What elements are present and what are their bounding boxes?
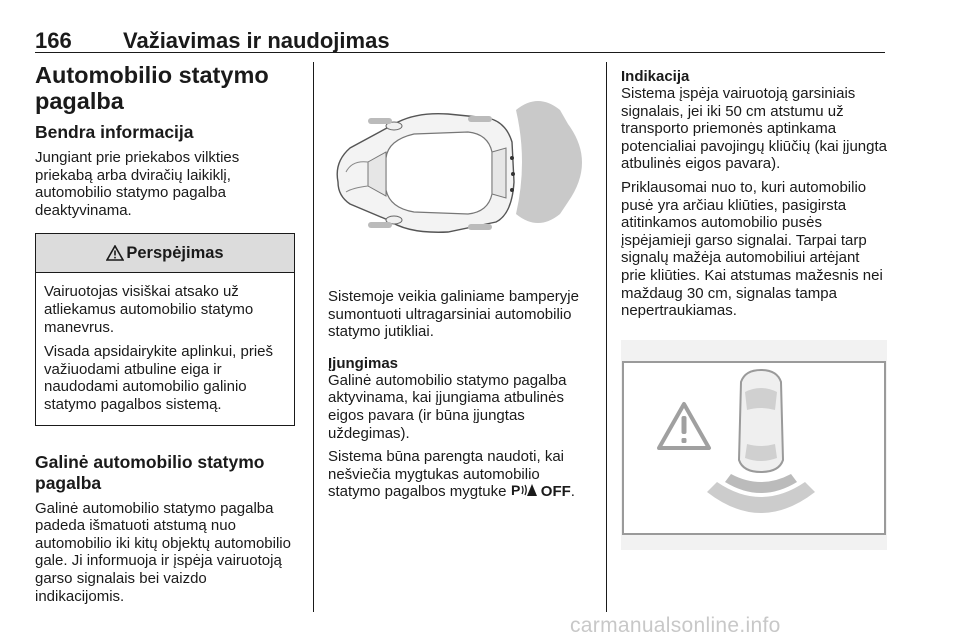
subsection-title: Bendra informacija xyxy=(35,122,194,142)
svg-text:P: P xyxy=(510,483,520,498)
warning-header xyxy=(36,234,294,273)
warning-box xyxy=(35,233,295,425)
indication-paragraph: Priklausomai nuo to, kuri automobilio pusė yra arčiau kliūties, pasigirsta atitinkamos automobilio pusės įspėjamieji garso signalai. Tarpai tarp signalų mažėja automobiliui artėjant prie kliūties. Kai atstumas mažesnis nei maždaug 30 cm, signalas tampa nepertraukiamas. xyxy=(621,178,883,320)
figure-caption: Sistemoje veikia galiniame bamperyje sumontuoti ultragarsiniai automobilio statymo jutikliai. xyxy=(328,288,579,341)
column-divider xyxy=(606,62,607,612)
page-number: 166 xyxy=(35,28,72,53)
column-1 xyxy=(35,62,297,611)
running-title: Važiavimas ir naudojimas xyxy=(123,28,390,53)
off-button-label: OFF xyxy=(540,483,571,501)
warning-paragraph: Vairuotojas visiškai atsako už atliekamus automobilio statymo manevrus. xyxy=(44,283,254,336)
section-title: Automobilio statymo pagalba xyxy=(35,62,269,114)
subsection-title: Įjungimas xyxy=(328,354,399,372)
activation-paragraph: Galinė automobilio statymo pagalba aktyvinama, kai įjungiama atbulinės eigos pavara (ir būna įjungtas uždegimas). xyxy=(328,371,567,442)
intro-paragraph: Jungiant prie priekabos vilkties priekabą arba dviračių laikiklį, automobilio statymo pagalba deaktyvinama. xyxy=(35,149,240,219)
subsection-title: Galinė automobilio statymo pagalba xyxy=(35,451,265,493)
parking-sensor-icon xyxy=(511,483,537,497)
sentence-end: . xyxy=(570,483,575,501)
ready-text: Sistema būna parengta naudoti, kai nešviečia mygtukas automobilio statymo pagalbos mygtuke xyxy=(328,448,564,501)
warning-triangle-icon xyxy=(106,245,124,261)
warning-paragraph: Visada apsidairykite aplinkui, prieš važiuodami atbuline eiga ir naudodami automobilio galinio statymo pagalbos sistemą. xyxy=(44,343,274,413)
section-paragraph: Galinė automobilio statymo pagalba padeda išmatuoti atstumą nuo automobilio iki kitų objektų automobilio gale. Ji informuoja ir įspėja vairuotoją garso signalais bei vaizdo indikacijomis. xyxy=(35,499,291,605)
column-2 xyxy=(328,62,596,507)
ready-paragraph xyxy=(328,448,596,501)
subsection-title: Indikacija xyxy=(621,68,690,85)
page-header xyxy=(35,28,885,53)
watermark: carmanualsonline.info xyxy=(570,614,781,637)
car-sensor-illustration xyxy=(328,62,596,272)
car-top-view-icon xyxy=(328,62,596,272)
rear-parking-section xyxy=(35,452,297,606)
display-illustration xyxy=(621,340,887,550)
column-divider xyxy=(313,62,314,612)
column-3 xyxy=(621,62,887,570)
parking-display-icon xyxy=(621,340,887,550)
warning-title: Perspėjimas xyxy=(126,243,224,262)
indication-paragraph: Sistema įspėja vairuotoją garsiniais signalais, jei iki 50 cm atstumu už transporto priemonės aptinkama potencialiai pavojingų kliūčių (kai įjungta atbulinės eigos pavara). xyxy=(621,85,887,173)
warning-body xyxy=(36,273,294,424)
